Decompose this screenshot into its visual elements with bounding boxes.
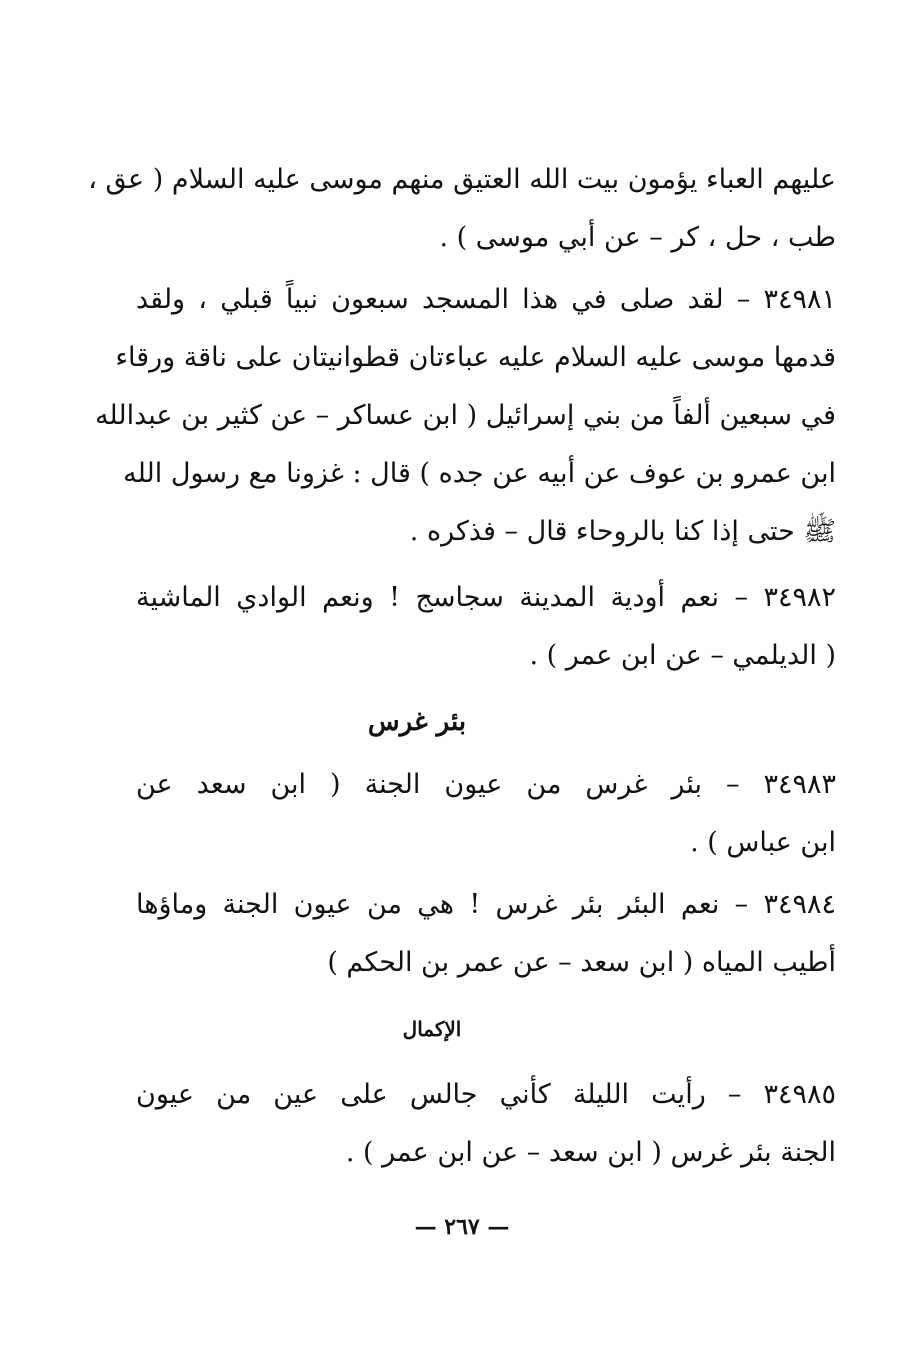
text-line: ابن عمرو بن عوف عن أبيه عن جده ) قال : غزونا مع رسول الله (123, 458, 836, 489)
text-line: ٣٤٩٨٢ – نعم أودية المدينة سجاسج ! ونعم الوادي الماشية (136, 582, 836, 613)
text-line: ابن عباس ) . (690, 827, 836, 858)
text-line: ٣٤٩٨٣ – بئر غرس من عيون الجنة ( ابن سعد عن (136, 769, 836, 800)
section-heading: بئر غرس (367, 707, 467, 737)
text-line: ( الديلمي – عن ابن عمر ) . (529, 640, 836, 671)
text-line: عليهم العباء يؤمون بيت الله العتيق منهم موسى عليه السلام ( عق ، (88, 164, 836, 195)
text-line: طب ، حل ، كر – عن أبي موسى ) . (439, 222, 836, 253)
text-line: أطيب المياه ( ابن سعد – عن عمر بن الحكم ) (327, 947, 836, 978)
text-line: ٣٤٩٨٤ – نعم البئر بئر غرس ! هي من عيون الجنة وماؤها (136, 889, 836, 920)
text-line: ﷺ حتى إذا كنا بالروحاء قال – فذكره . (409, 516, 836, 547)
text-line: في سبعين ألفاً من بني إسرائيل ( ابن عساكر – عن كثير بن عبدالله (94, 400, 836, 431)
page-number: — ٢٦٧ — (414, 1214, 510, 1240)
section-heading: الإكمال (402, 1017, 462, 1041)
text-line: الجنة بئر غرس ( ابن سعد – عن ابن عمر ) . (345, 1137, 836, 1168)
text-line: قدمها موسى عليه السلام عليه عباءتان قطوانيتان على ناقة ورقاء (115, 342, 836, 373)
text-line: ٣٤٩٨١ – لقد صلى في هذا المسجد سبعون نبياً قبلي ، ولقد (136, 284, 836, 315)
text-line: ٣٤٩٨٥ – رأيت الليلة كأني جالس على عين من عيون (136, 1079, 836, 1110)
